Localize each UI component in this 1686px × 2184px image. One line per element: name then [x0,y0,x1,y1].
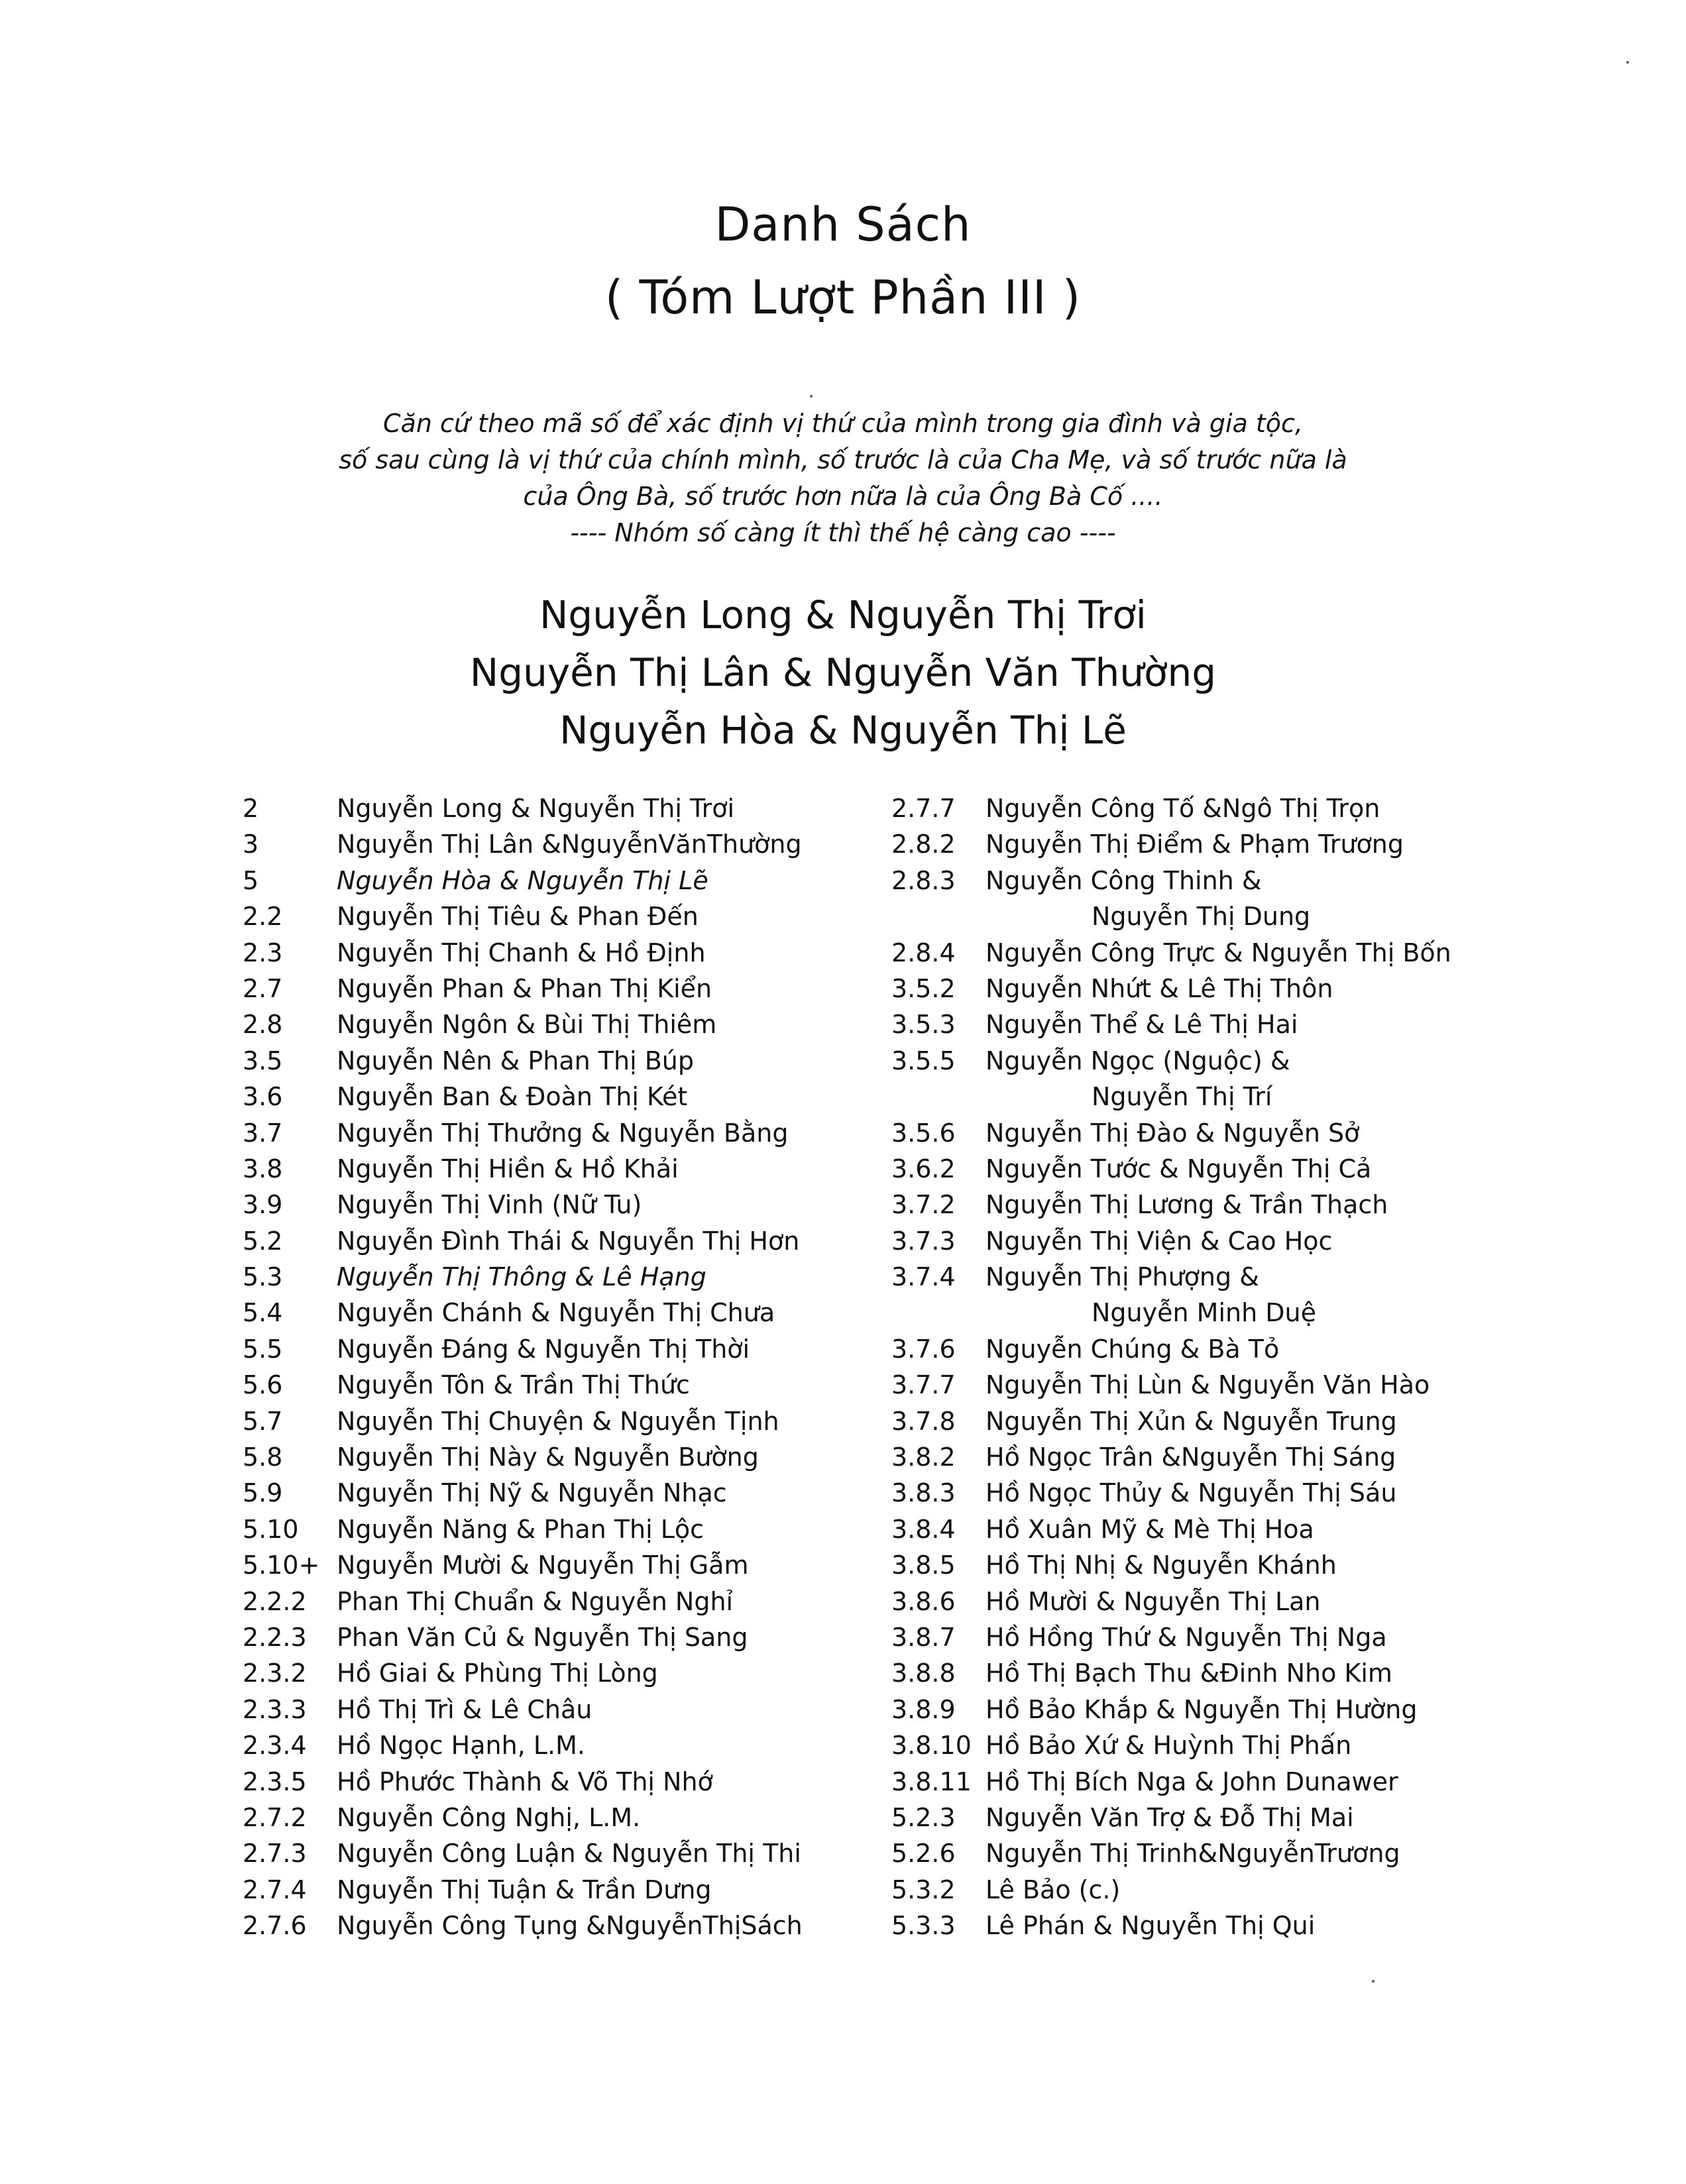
list-item-name: Nguyễn Công Thinh & [985,865,1262,895]
list-item [891,1547,1620,1583]
list-item-number: 2.7.3 [243,1839,307,1869]
list-item-number: 3 [243,830,259,859]
list-item-number: 2.8.4 [891,938,956,967]
list-item-number: 3.5 [243,1046,283,1075]
list-item-name: Phan Thị Chuẩn & Nguyễn Nghỉ [337,1586,734,1616]
list-item-number: 2.2.2 [243,1586,307,1616]
list-item-name: Hồ Thị Trì & Lê Châu [337,1694,592,1724]
list-item-name: Hồ Ngọc Thủy & Nguyễn Thị Sáu [985,1478,1397,1508]
list-item [243,1547,852,1583]
family-headings [0,586,1686,759]
list-item-number: 3.7.7 [891,1370,956,1400]
list-item [891,935,1620,971]
list-item-number: 2.8.3 [891,865,956,895]
list-item [891,1619,1620,1655]
list-item-number: 2 [243,794,259,823]
intro-line: ---- Nhóm số càng ít thì thế hệ càng cao ---- [570,518,1116,547]
list-item-number: 2.3.4 [243,1731,307,1761]
list-item-number: 3.7.2 [891,1190,956,1220]
list-item-name: Nguyễn Thị Này & Nguyễn Bường [337,1443,759,1472]
list-item-name: Hồ Bảo Xứ & Huỳnh Thị Phấn [985,1731,1352,1761]
list-item-number: 5.3.3 [891,1911,956,1941]
family-heading: Nguyễn Hòa & Nguyễn Thị Lẽ [559,708,1127,753]
list-item [243,1295,852,1331]
list-item-number: 5.3.2 [891,1875,956,1904]
list-item [243,1115,852,1151]
list-item-number: 2.3.2 [243,1659,307,1688]
list-item-number: 2.8 [243,1010,283,1040]
list-item-number: 2.7.7 [891,794,956,823]
list-item-number: 2.2.3 [243,1622,307,1652]
list-item [243,1475,852,1511]
list-item [891,1655,1620,1691]
list-item-number: 3.5.2 [891,973,956,1003]
list-item-number: 2.3.3 [243,1694,307,1724]
list-item-number: 3.8.11 [891,1767,972,1796]
list-item [891,899,1620,934]
scan-speck [1372,1980,1375,1983]
list-item-name: Nguyễn Nhứt & Lê Thị Thôn [985,973,1333,1003]
list-item [891,1367,1620,1403]
list-item [243,1764,852,1800]
list-item-number: 2.7 [243,973,283,1003]
list-item [243,1800,852,1835]
list-item [891,1511,1620,1547]
list-item [891,826,1620,862]
list-item [243,863,852,899]
list-item-number: 3.8.8 [891,1659,956,1688]
list-item-number: 3.8 [243,1154,283,1183]
list-item [891,1151,1620,1187]
list-item [891,1043,1620,1079]
list-item-number: 2.7.4 [243,1875,307,1904]
list-item-name: Nguyễn Hòa & Nguyễn Thị Lẽ [337,865,708,895]
page-title: Danh Sách [714,197,972,252]
list-item-number: 5.8 [243,1443,283,1472]
list-item-number: 5.2 [243,1226,283,1256]
list-item-name: Nguyễn Chúng & Bà Tỏ [985,1334,1280,1364]
list-item-number: 5.9 [243,1478,283,1508]
list-item-number: 3.8.7 [891,1622,956,1652]
list-item-number: 3.8.10 [891,1731,972,1761]
list-item-name: Hồ Ngọc Hạnh, L.M. [337,1731,585,1761]
list-item-name: Nguyễn Ngôn & Bùi Thị Thiêm [337,1010,717,1040]
list-item-name: Hồ Ngọc Trân &Nguyễn Thị Sáng [985,1443,1396,1472]
list-item-name: Nguyễn Thể & Lê Thị Hai [985,1010,1298,1040]
list-item [891,1223,1620,1259]
list-item-name: Nguyễn Thị Tuận & Trần Dưng [337,1875,712,1904]
list-item [891,971,1620,1007]
list-item-name: Nguyễn Văn Trợ & Đỗ Thị Mai [985,1802,1354,1832]
list-item-number: 3.8.2 [891,1443,956,1472]
list-item-number: 3.9 [243,1190,283,1220]
list-item [243,1872,852,1908]
list-item [243,1259,852,1295]
list-item-name-continued: Nguyễn Thị Dung [1092,902,1311,932]
list-item-name: Nguyễn Thị Phượng & [985,1262,1259,1292]
list-item-number: 2.3 [243,938,283,967]
list-item [891,1295,1620,1331]
list-item-name: Nguyễn Mười & Nguyễn Thị Gẫm [337,1551,749,1580]
list-item-name: Nguyễn Thị Hiền & Hồ Khải [337,1154,679,1183]
list-item-number: 3.6 [243,1082,283,1112]
list-item-number: 3.8.4 [891,1514,956,1544]
list-item-name: Nguyễn Ban & Đoàn Thị Két [337,1082,688,1112]
list-item-name: Hồ Bảo Khắp & Nguyễn Thị Hường [985,1694,1418,1724]
list-item-number: 2.7.2 [243,1802,307,1832]
list-item [891,1403,1620,1439]
list-item [243,1835,852,1871]
list-item [243,1727,852,1763]
list-item [891,1187,1620,1223]
list-item-number: 2.8.2 [891,830,956,859]
list-item-number: 2.3.5 [243,1767,307,1796]
list-item [243,1223,852,1259]
list-item-name: Nguyễn Công Tụng &NguyễnThịSách [337,1911,803,1941]
list-item-name: Nguyễn Công Nghị, L.M. [337,1802,641,1832]
list-item-number: 3.8.6 [891,1586,956,1616]
list-item [243,971,852,1007]
list-item [243,826,852,862]
list-item-name: Nguyễn Thị Thưởng & Nguyễn Bằng [337,1118,789,1148]
list-item-name-continued: Nguyễn Minh Duệ [1092,1298,1316,1328]
list-item-name: Nguyễn Thị Điểm & Phạm Trương [985,830,1404,859]
list-item-name: Nguyễn Thị Vinh (Nữ Tu) [337,1190,642,1220]
list-item [243,1331,852,1367]
list-item-name: Hồ Mười & Nguyễn Thị Lan [985,1586,1321,1616]
list-item [891,1439,1620,1475]
list-item-number: 3.8.5 [891,1551,956,1580]
list-item-name: Phan Văn Củ & Nguyễn Thị Sang [337,1622,748,1652]
page-subtitle: ( Tóm Lượt Phần III ) [604,270,1082,325]
list-item [891,1584,1620,1619]
list-item-number: 5.6 [243,1370,283,1400]
list-item [891,1800,1620,1835]
list-item [891,1764,1620,1800]
list-item [891,1692,1620,1727]
list-item [243,1439,852,1475]
list-item-name: Nguyễn Thị Lân &NguyễnVănThường [337,830,802,859]
list-item [243,1655,852,1691]
list-item [891,1475,1620,1511]
list-item [243,1079,852,1115]
list-item [243,1692,852,1727]
list-item-number: 5.2.6 [891,1839,956,1869]
list-item-number: 2.2 [243,902,283,932]
list-item [243,1584,852,1619]
scan-speck [810,395,813,398]
intro-paragraph [0,406,1686,551]
list-item [243,899,852,934]
list-item-name: Nguyễn Ngọc (Nguộc) & [985,1046,1290,1075]
list-item-name: Hồ Thị Bích Nga & John Dunawer [985,1767,1398,1796]
list-item [243,1367,852,1403]
list-item-name: Nguyễn Công Tố &Ngô Thị Trọn [985,794,1380,823]
list-item-number: 3.7 [243,1118,283,1148]
list-item-name: Hồ Thị Bạch Thu &Đinh Nho Kim [985,1659,1392,1688]
list-item [243,1511,852,1547]
list-item [243,1187,852,1223]
list-item-number: 3.8.3 [891,1478,956,1508]
list-item-name: Hồ Phước Thành & Võ Thị Nhớ [337,1767,713,1796]
list-item [891,1079,1620,1115]
list-item [891,1007,1620,1042]
left-list [243,791,852,1944]
list-item-name: Hồ Xuân Mỹ & Mè Thị Hoa [985,1514,1314,1544]
list-item-number: 5.5 [243,1334,283,1364]
list-item [891,1908,1620,1943]
list-item-name: Nguyễn Phan & Phan Thị Kiển [337,973,712,1003]
list-item-name: Nguyễn Thị Viện & Cao Học [985,1226,1333,1256]
list-item [243,791,852,826]
list-item [891,791,1620,826]
intro-line: Căn cứ theo mã số để xác định vị thứ của mình trong gia đình và gia tộc, [383,409,1303,438]
list-item-number: 3.5.6 [891,1118,956,1148]
list-item-name: Hồ Hồng Thứ & Nguyễn Thị Nga [985,1622,1387,1652]
list-item-name: Nguyễn Thị Nỹ & Nguyễn Nhạc [337,1478,727,1508]
list-item-name: Nguyễn Thị Chuyện & Nguyễn Tịnh [337,1406,779,1436]
list-item-name-continued: Nguyễn Thị Trí [1092,1082,1272,1112]
list-item [891,1727,1620,1763]
list-item-name: Hồ Thị Nhị & Nguyễn Khánh [985,1551,1337,1580]
list-item [243,1908,852,1943]
intro-line: của Ông Bà, số trước hơn nữa là của Ông Bà Cố .... [523,482,1163,511]
list-item-name: Nguyễn Năng & Phan Thị Lộc [337,1514,704,1544]
list-item [243,935,852,971]
list-item [891,1115,1620,1151]
family-heading: Nguyễn Long & Nguyễn Thị Trơi [539,592,1147,637]
list-item-number: 5.7 [243,1406,283,1436]
list-item-number: 5.4 [243,1298,283,1328]
list-item [243,1043,852,1079]
list-item-number: 5.3 [243,1262,283,1292]
list-item [243,1151,852,1187]
list-item-number: 5 [243,865,259,895]
list-item [891,1331,1620,1367]
list-item-number: 3.5.5 [891,1046,956,1075]
list-item-name: Nguyễn Chánh & Nguyễn Thị Chưa [337,1298,775,1328]
intro-line: số sau cùng là vị thứ của chính mình, số trước là của Cha Mẹ, và số trước nữa là [339,445,1347,474]
list-item-number: 5.2.3 [891,1802,956,1832]
list-item-number: 3.7.6 [891,1334,956,1364]
family-heading: Nguyễn Thị Lân & Nguyễn Văn Thường [469,650,1217,695]
right-list [891,791,1620,1944]
list-item-number: 5.10+ [243,1551,320,1580]
list-item-name: Hồ Giai & Phùng Thị Lòng [337,1659,658,1688]
list-item-name: Nguyễn Long & Nguyễn Thị Trơi [337,794,735,823]
list-item-name: Nguyễn Công Luận & Nguyễn Thị Thi [337,1839,801,1869]
list-item-name: Lê Bảo (c.) [985,1875,1121,1904]
list-item-number: 3.5.3 [891,1010,956,1040]
list-item-name: Nguyễn Tôn & Trần Thị Thức [337,1370,690,1400]
list-item [891,1872,1620,1908]
list-item-number: 3.6.2 [891,1154,956,1183]
list-item [243,1619,852,1655]
list-item-number: 3.7.3 [891,1226,956,1256]
list-item-name: Nguyễn Đình Thái & Nguyễn Thị Hơn [337,1226,800,1256]
list-item-name: Nguyễn Đáng & Nguyễn Thị Thời [337,1334,750,1364]
list-item-number: 5.10 [243,1514,299,1544]
list-item-name: Nguyễn Công Trực & Nguyễn Thị Bốn [985,938,1451,967]
list-item-name: Nguyễn Tước & Nguyễn Thị Cả [985,1154,1372,1183]
list-item [891,1835,1620,1871]
list-item-number: 3.7.8 [891,1406,956,1436]
list-item-name: Nguyễn Thị Tiêu & Phan Đến [337,902,699,932]
list-item [243,1403,852,1439]
list-item-name: Nguyễn Thị Lương & Trần Thạch [985,1190,1388,1220]
list-item-number: 3.8.9 [891,1694,956,1724]
list-item [243,1007,852,1042]
list-item-name: Nguyễn Thị Thông & Lê Hạng [337,1262,706,1292]
list-item-name: Nguyễn Nên & Phan Thị Búp [337,1046,694,1075]
list-item-name: Lê Phán & Nguyễn Thị Qui [985,1911,1316,1941]
list-item-number: 3.7.4 [891,1262,956,1292]
list-item [891,863,1620,899]
scan-speck [1626,61,1629,64]
list-item-name: Nguyễn Thị Xủn & Nguyễn Trung [985,1406,1397,1436]
list-item-name: Nguyễn Thị Chanh & Hồ Định [337,938,706,967]
list-item-name: Nguyễn Thị Đào & Nguyễn Sở [985,1118,1360,1148]
list-item [891,1259,1620,1295]
list-item-name: Nguyễn Thị Trinh&NguyễnTrương [985,1839,1400,1869]
list-item-number: 2.7.6 [243,1911,307,1941]
list-item-name: Nguyễn Thị Lùn & Nguyễn Văn Hào [985,1370,1430,1400]
